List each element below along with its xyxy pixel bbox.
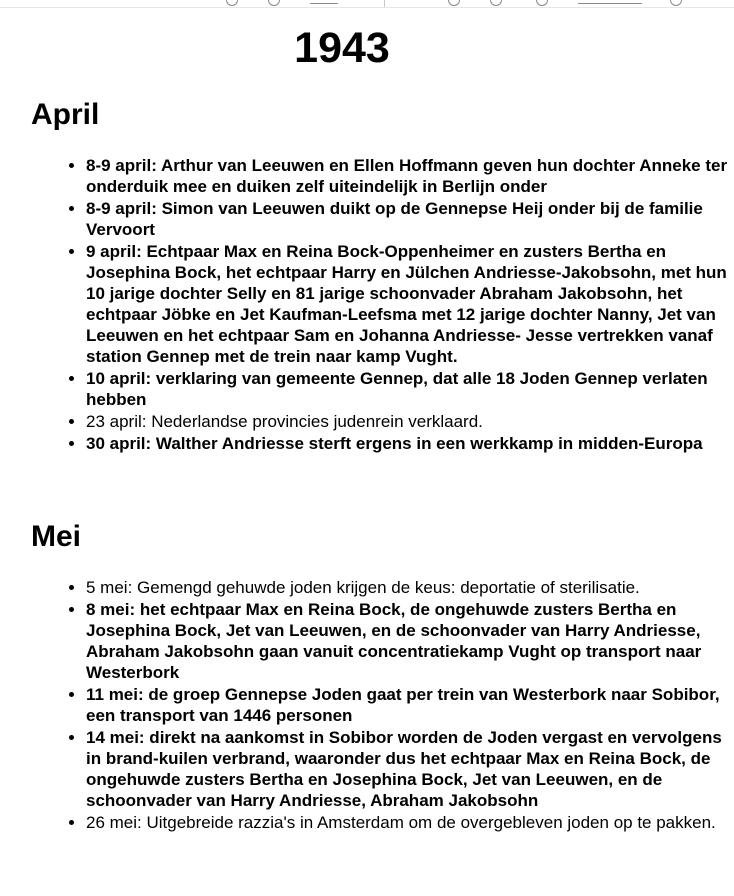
month-heading-april: April [31, 98, 100, 131]
event-item: • 8-9 april: Arthur van Leeuwen en Ellen Hoffmann geven hun dochter Anneke ter onderduik mee en duiken zelf uiteindelijk in Berlijn onder [86, 155, 731, 197]
event-item: • 8 mei: het echtpaar Max en Reina Bock, de ongehuwde zusters Bertha en Josephina Bock, Jet van Leeuwen, en de schoonvader van Harry Andriesse, Abraham Jakobsohn gaan vanuit concentratiekamp Vught op transport naar Westerbork [86, 599, 731, 683]
event-item: • 23 april: Nederlandse provincies judenrein verklaard. [86, 411, 731, 432]
toolbar-circle-icon[interactable] [268, 0, 280, 6]
toolbar-separator [384, 0, 385, 7]
event-item: • 26 mei: Uitgebreide razzia's in Amsterdam om de overgebleven joden op te pakken. [86, 812, 731, 833]
event-list-april [31, 155, 731, 455]
toolbar-circle-icon[interactable] [448, 0, 460, 6]
event-item: • 30 april: Walther Andriesse sterft ergens in een werkkamp in midden-Europa [86, 433, 731, 454]
toolbar-circle-icon[interactable] [490, 0, 502, 6]
event-item: • 8-9 april: Simon van Leeuwen duikt op de Gennepse Heij onder bij de familie Vervoort [86, 198, 731, 240]
page-title-year: 1943 [294, 24, 390, 72]
browser-toolbar-remnant [0, 0, 734, 8]
toolbar-field-edge[interactable] [578, 3, 642, 4]
event-item: • 14 mei: direkt na aankomst in Sobibor worden de Joden vergast en vervolgens in brand-kuilen verbrand, waaronder dus het echtpaar Max en Reina Bock, de ongehuwde zusters Bertha en Josephina Bock, Jet van Leeuwen, en de schoonvader van Harry Andriesse, Abraham Jakobsohn [86, 727, 731, 811]
event-item: • 9 april: Echtpaar Max en Reina Bock-Oppenheimer en zusters Bertha en Josephina Bock, het echtpaar Harry en Jülchen Andriesse-Jakobsohn, met hun 10 jarige dochter Selly en 81 jarige schoonvader Abraham Jakobsohn, het echtpaar Jöbke en Jet Kaufman-Leefsma met 12 jarige dochter Nanny, Jet van Leeuwen en het echtpaar Sam en Johanna Andriesse- Jesse vertrekken vanaf station Gennep met de trein naar kamp Vught. [86, 241, 731, 367]
event-list-mei [31, 577, 731, 834]
toolbar-circle-icon[interactable] [536, 0, 548, 6]
toolbar-field-edge[interactable] [310, 3, 338, 4]
event-item: • 11 mei: de groep Gennepse Joden gaat per trein van Westerbork naar Sobibor, een transport van 1446 personen [86, 684, 731, 726]
month-heading-mei: Mei [31, 520, 82, 553]
toolbar-circle-icon[interactable] [226, 0, 238, 6]
toolbar-circle-icon[interactable] [670, 0, 682, 6]
event-item: • 5 mei: Gemengd gehuwde joden krijgen de keus: deportatie of sterilisatie. [86, 577, 731, 598]
event-item: • 10 april: verklaring van gemeente Gennep, dat alle 18 Joden Gennep verlaten hebben [86, 368, 731, 410]
